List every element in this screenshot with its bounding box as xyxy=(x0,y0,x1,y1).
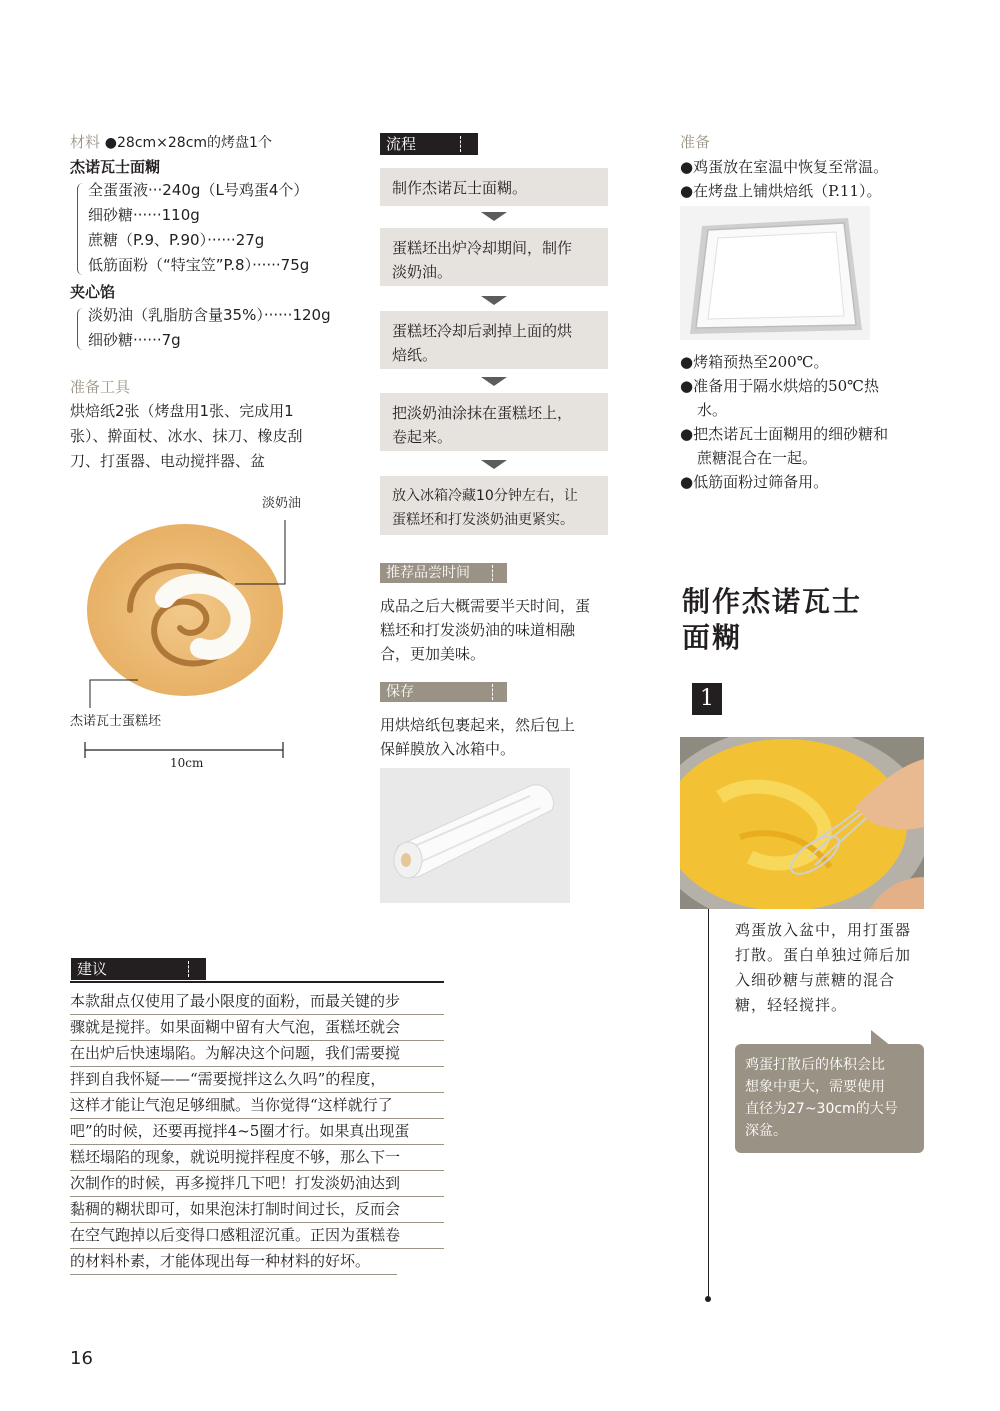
tip-line: 鸡蛋打散后的体积会比 xyxy=(745,1057,885,1073)
wrapped-roll-image xyxy=(380,768,570,903)
flow-arrow-1 xyxy=(481,212,507,221)
prep-bullet: ●烤箱预热至200℃。 xyxy=(680,353,829,371)
cake-label: 杰诺瓦士蛋糕坯 xyxy=(70,714,162,729)
cream-label: 淡奶油 xyxy=(262,496,302,511)
section-title-line: 面糊 xyxy=(682,621,743,654)
advice-line: 吧”的时候，还要再搅拌4~5圈才行。如果真出现蛋 xyxy=(70,1118,444,1145)
flow-step-2 xyxy=(380,228,608,286)
storage-tag xyxy=(380,682,507,702)
prep-bullet: ●鸡蛋放在室温中恢复至常温。 xyxy=(680,158,889,176)
flow-arrow-3 xyxy=(481,377,507,386)
prep-bullet: ●把杰诺瓦士面糊用的细砂糖和 xyxy=(680,425,889,443)
flow-arrow-4 xyxy=(481,460,507,469)
flow-step-3 xyxy=(380,311,608,369)
advice-line: 黏稠的糊状即可，如果泡沫打制时间过长，反而会 xyxy=(70,1196,444,1223)
prep-title: 准备 xyxy=(680,133,711,151)
filling-item: 淡奶油（乳脂肪含量35%）······120g xyxy=(88,306,331,324)
advice-line: 的材料朴素，才能体现出每一种材料的好坏。 xyxy=(70,1248,397,1275)
advice-line: 本款甜点仅使用了最小限度的面粉，而最关键的步 xyxy=(70,988,444,1015)
best-time-text xyxy=(380,594,620,666)
tag-dash xyxy=(188,961,189,977)
tools-line: 张）、擀面杖、冰水、抹刀、橡皮刮 xyxy=(70,427,303,445)
prep-bullet: ●低筋面粉过筛备用。 xyxy=(680,473,829,491)
genoise-item: 低筋面粉（“特宝笠”P.8）······75g xyxy=(88,256,310,274)
flow-step-text: 蛋糕坯和打发淡奶油更紧实。 xyxy=(392,512,574,528)
flow-tag xyxy=(380,133,478,155)
storage-title: 保存 xyxy=(386,684,414,700)
filling-brace xyxy=(77,308,84,350)
genoise-item: 全蛋蛋液···240g（L号鸡蛋4个） xyxy=(88,181,309,199)
tag-dash xyxy=(460,136,461,152)
flow-step-4 xyxy=(380,393,608,451)
baking-tray-image xyxy=(680,206,870,340)
step-guide-dot xyxy=(705,1296,711,1302)
storage-text xyxy=(380,713,620,761)
materials-label: 材料 xyxy=(70,133,101,151)
cake-leader-line xyxy=(90,680,138,708)
flow-step-text: 焙纸。 xyxy=(392,346,438,364)
step1-text xyxy=(735,918,925,1018)
step1-line: 入细砂糖与蔗糖的混合 xyxy=(735,971,896,989)
tip-callout xyxy=(735,1044,924,1153)
sponge-outer xyxy=(87,524,283,696)
prep-bullet: ●在烤盘上铺烘焙纸（P.11）。 xyxy=(680,182,882,200)
materials-note: ●28cm×28cm的烤盘1个 xyxy=(104,135,272,151)
storage-line: 保鲜膜放入冰箱中。 xyxy=(380,740,516,758)
genoise-item: 蔗糖（P.9、P.90）······27g xyxy=(88,231,265,249)
section-title-line: 制作杰诺瓦士 xyxy=(682,585,863,618)
genoise-item: 细砂糖······110g xyxy=(88,206,200,224)
tag-dash xyxy=(492,565,493,581)
prep-bullet-cont: 水。 xyxy=(697,401,728,419)
baking-tray-photo xyxy=(680,206,870,340)
advice-title: 建议 xyxy=(77,960,108,978)
flow-step-text: 把淡奶油涂抹在蛋糕坯上， xyxy=(392,404,573,422)
advice-line: 这样才能让气泡足够细腻。当你觉得“这样就行了 xyxy=(70,1092,444,1119)
prep-bottom-bullets xyxy=(680,350,888,494)
best-time-tag xyxy=(380,563,507,583)
step-number: 1 xyxy=(692,683,722,715)
flow-arrow-2 xyxy=(481,296,507,305)
step1-line: 打散。蛋白单独过筛后加 xyxy=(735,946,912,964)
flow-step-text: 蛋糕坯冷却后剥掉上面的烘 xyxy=(392,322,573,340)
best-time-line: 合，更加美味。 xyxy=(380,645,486,663)
cake-roll-illustration xyxy=(70,488,370,778)
wrapped-roll-photo xyxy=(380,768,570,903)
advice-line: 糕坯塌陷的现象，就说明搅拌程度不够，那么下一 xyxy=(70,1144,444,1171)
cake-roll-diagram xyxy=(70,488,370,778)
tools-line: 刀、打蛋器、电动搅拌器、盆 xyxy=(70,452,266,470)
step-guide-line xyxy=(708,909,709,1299)
step1-line: 鸡蛋放入盆中，用打蛋器 xyxy=(735,921,912,939)
whisking-eggs-image xyxy=(680,737,924,909)
tag-dash xyxy=(492,684,493,700)
advice-line: 拌到自我怀疑——“需要搅拌这么久吗”的程度， xyxy=(70,1066,444,1093)
flow-step-text: 制作杰诺瓦士面糊。 xyxy=(392,179,528,197)
tip-line: 直径为27~30cm的大号 xyxy=(745,1101,898,1117)
genoise-brace xyxy=(77,183,84,275)
advice-line: 骤就是搅拌。如果面糊中留有大气泡，蛋糕坯就会 xyxy=(70,1014,444,1041)
genoise-title: 杰诺瓦士面糊 xyxy=(70,158,161,176)
section-title xyxy=(682,584,862,656)
flow-step-text: 卷起来。 xyxy=(392,428,453,446)
flow-step-text: 蛋糕坯出炉冷却期间，制作 xyxy=(392,239,573,257)
tools-line: 烘焙纸2张（烤盘用1张、完成用1 xyxy=(70,402,294,420)
flow-step-text: 淡奶油。 xyxy=(392,263,453,281)
filling-item: 细砂糖······7g xyxy=(88,331,181,349)
flow-step-text: 放入冰箱冷藏10分钟左右，让 xyxy=(392,488,578,504)
advice-rule xyxy=(70,981,444,983)
filling-title: 夹心馅 xyxy=(70,283,116,301)
tip-line: 深盆。 xyxy=(745,1123,787,1139)
whisking-eggs-photo xyxy=(680,737,924,909)
prep-bullet-cont: 蔗糖混合在一起。 xyxy=(697,449,818,467)
flow-title: 流程 xyxy=(386,135,417,153)
tip-line: 想象中更大，需要使用 xyxy=(745,1079,885,1095)
step1-line: 糖，轻轻搅拌。 xyxy=(735,996,848,1014)
advice-line: 次制作的时候，再多搅拌几下吧！打发淡奶油达到 xyxy=(70,1170,444,1197)
tools-title: 准备工具 xyxy=(70,378,131,396)
size-label: 10cm xyxy=(170,756,204,770)
storage-line: 用烘焙纸包裹起来，然后包上 xyxy=(380,716,576,734)
best-time-title: 推荐品尝时间 xyxy=(386,565,470,581)
page-number: 16 xyxy=(70,1348,93,1369)
flow-step-5 xyxy=(380,476,608,535)
flow-step-1 xyxy=(380,168,608,206)
best-time-line: 成品之后大概需要半天时间，蛋 xyxy=(380,597,591,615)
advice-line: 在空气跑掉以后变得口感粗涩沉重。正因为蛋糕卷 xyxy=(70,1222,444,1249)
advice-tag xyxy=(71,958,206,980)
advice-line: 在出炉后快速塌陷。为解决这个问题，我们需要搅 xyxy=(70,1040,444,1067)
prep-bullet: ●准备用于隔水烘焙的50℃热 xyxy=(680,377,879,395)
materials-header xyxy=(70,130,272,156)
best-time-line: 糕坯和打发淡奶油的味道相融 xyxy=(380,621,576,639)
